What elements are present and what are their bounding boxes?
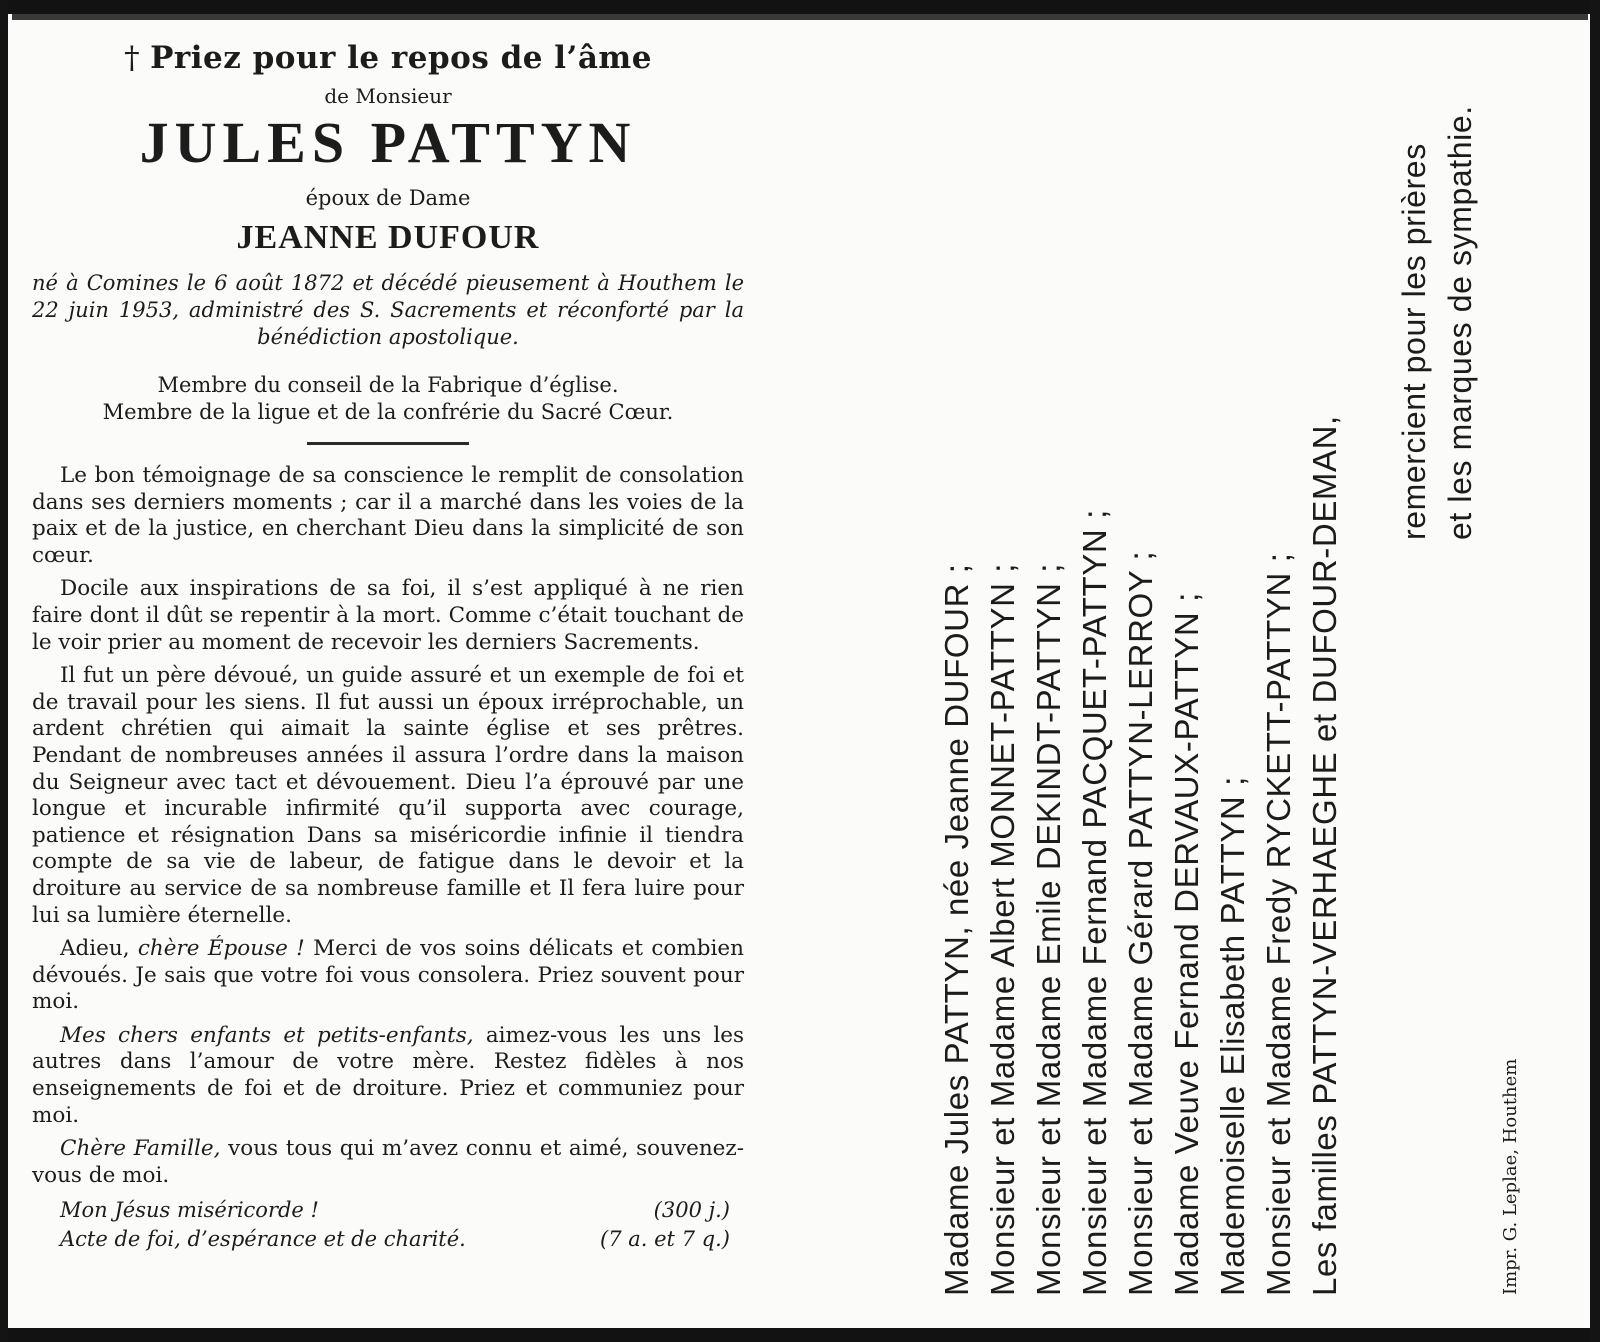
- paragraph-conscience: Le bon témoignage de sa conscience le remplit de consolation dans ses derniers moments ; car il a marché dans les voies de la paix et de la justice, en cherchant Dieu dans la simplicité de son cœur.: [32, 463, 744, 568]
- membership-sacre-coeur: Membre de la ligue et de la confrérie du Sacré Cœur.: [102, 400, 674, 424]
- family-line: Monsieur et Madame Gérard PATTYN-LERROY ;: [1122, 550, 1159, 1296]
- scan-border-left: [0, 0, 8, 1342]
- biography: né à Comines le 6 août 1872 et décédé pieusement à Houthem le 22 juin 1953, administré des S. Sacrements et réconforté par la bénédiction apostolique.: [32, 271, 744, 349]
- indulgence-prayer-days: (7 a. et 7 q.): [600, 1227, 730, 1252]
- left-column: [32, 40, 744, 1254]
- indulgence-prayer: [32, 1196, 744, 1225]
- adieu-spouse-text: Merci de vos soins délicats et combien dévoués. Je sais que votre foi vous consolera. Priez souvent pour moi.: [32, 936, 744, 1015]
- family-line: Madame Jules PATTYN, née Jeanne DUFOUR ;: [938, 563, 975, 1296]
- divider-rule: [307, 442, 469, 445]
- children-address: Mes chers enfants et petits-enfants,: [60, 1022, 474, 1048]
- family-line: Madame Veuve Fernand DERVAUX-PATTYN ;: [1168, 592, 1205, 1296]
- adieu-lead: Adieu,: [60, 936, 130, 962]
- family-line: Mademoiselle Elisabeth PATTYN ;: [1214, 776, 1251, 1296]
- spouse-intro: époux de Dame: [305, 186, 471, 210]
- indulgence-prayer: [32, 1225, 744, 1254]
- family-line: Monsieur et Madame Fredy RYCKETT-PATTYN ;: [1260, 552, 1297, 1296]
- spouse-name: JEANNE DUFOUR: [236, 219, 540, 256]
- family-line: Monsieur et Madame Albert MONNET-PATTYN ;: [984, 562, 1021, 1296]
- paragraph-family: [32, 1136, 744, 1189]
- scan-border-bottom: [0, 1328, 1600, 1342]
- children-text: aimez-vous les uns les autres dans l’amour de votre mère. Restez fidèles à nos enseignements de foi et de droiture. Priez et communiez pour moi.: [32, 1022, 744, 1128]
- thanks-line: remercient pour les prières: [1396, 143, 1432, 540]
- indulgence-prayer-text: Acte de foi, d’espérance et de charité.: [60, 1227, 466, 1252]
- scan-border-right: [1590, 0, 1600, 1342]
- indulgence-prayer-days: (300 j.): [653, 1198, 730, 1223]
- paragraph-faith: Docile aux inspirations de sa foi, il s’est appliqué à ne rien faire dont il dût se repentir à la mort. Comme c’était touchant de le voir prier au moment de recevoir les derniers Sacrements.: [32, 576, 744, 655]
- printer-credit: Impr. G. Leplae, Houthem: [1500, 1058, 1521, 1295]
- adieu-spouse-address: chère Épouse !: [137, 936, 305, 962]
- membership-fabrique: Membre du conseil de la Fabrique d’église.: [157, 373, 619, 397]
- indulgence-prayer-text: Mon Jésus miséricorde !: [60, 1198, 319, 1223]
- scan-border-top-inner: [12, 14, 1588, 20]
- deceased-name: JULES PATTYN: [139, 110, 637, 175]
- prayer-heading-text: Priez pour le repos de l’âme: [150, 40, 652, 76]
- family-line: Monsieur et Madame Fernand PACQUET-PATTYN ;: [1076, 509, 1113, 1296]
- family-text: vous tous qui m’avez connu et aimé, souvenez-vous de moi.: [32, 1136, 744, 1188]
- family-line: Les familles PATTYN-VERHAEGHE et DUFOUR-DEMAN,: [1306, 415, 1343, 1296]
- family-address: Chère Famille,: [60, 1136, 221, 1162]
- paragraph-children: [32, 1023, 744, 1129]
- paragraph-adieu-spouse: [32, 936, 744, 1016]
- paragraph-father: Il fut un père dévoué, un guide assuré et un exemple de foi et de travail pour les siens. Il fut aussi un époux irréprochable, un ardent chrétien qui aimait la sainte église et ses prêtres. Pendant de nombreuses années il assura l’ordre dans la maison du Seigneur avec tact et dévouement. Dieu l’a éprouvé par une longue et incurable infirmité qu’il supporta avec courage, patience et résignation Dans sa miséricordie infinie il tiendra compte de sa vie de labeur, de fatigue dans le devoir et la droiture au service de sa nombreuse famille et Il fera luire pour lui sa lumière éternelle.: [32, 663, 744, 928]
- prayer-heading: [32, 40, 744, 76]
- cross-icon: †: [124, 40, 141, 76]
- family-line: Monsieur et Madame Emile DEKINDT-PATTYN ;: [1030, 562, 1067, 1296]
- thanks-line: et les marques de sympathie.: [1442, 105, 1478, 540]
- title-prefix: de Monsieur: [324, 84, 452, 108]
- scan-border-top: [0, 0, 1600, 14]
